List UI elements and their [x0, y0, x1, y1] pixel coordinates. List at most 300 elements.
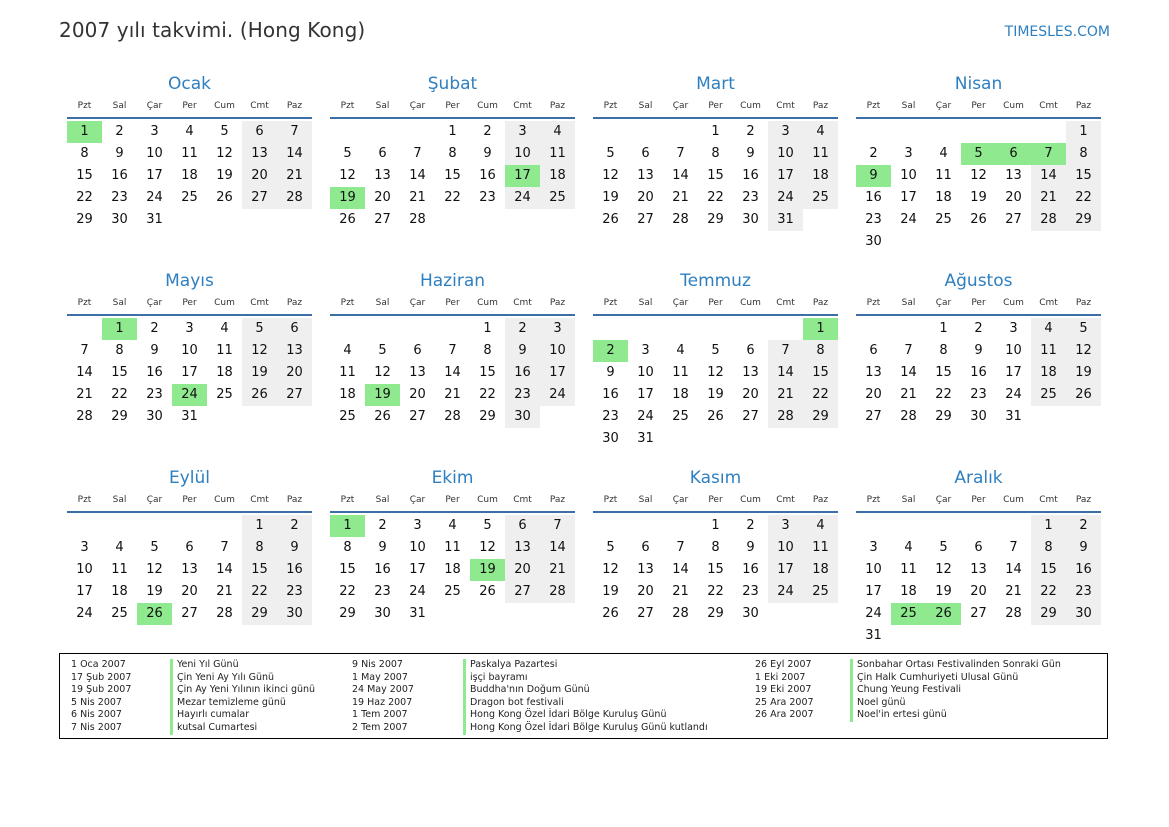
day-cell[interactable]: 8: [803, 340, 838, 362]
day-cell[interactable]: 12: [242, 340, 277, 362]
day-cell[interactable]: 27: [181, 606, 198, 621]
day-cell[interactable]: 18: [900, 584, 917, 599]
day-cell[interactable]: 27: [277, 384, 312, 406]
day-cell[interactable]: 13: [637, 562, 654, 577]
day-cell[interactable]: 27: [742, 409, 759, 424]
day-cell[interactable]: 23: [505, 384, 540, 406]
day-cell[interactable]: 11: [444, 540, 461, 555]
day-cell[interactable]: 20: [742, 387, 759, 402]
day-cell[interactable]: 19: [602, 190, 619, 205]
day-cell[interactable]: 8: [1066, 143, 1101, 165]
holiday-day-cell[interactable]: 17: [505, 165, 540, 187]
day-cell[interactable]: 20: [637, 584, 654, 599]
day-cell[interactable]: 12: [602, 562, 619, 577]
day-cell[interactable]: 15: [707, 168, 724, 183]
day-cell[interactable]: 21: [277, 165, 312, 187]
day-cell[interactable]: 14: [444, 365, 461, 380]
day-cell[interactable]: 18: [935, 190, 952, 205]
day-cell[interactable]: 11: [935, 168, 952, 183]
day-cell[interactable]: 12: [479, 540, 496, 555]
day-cell[interactable]: 14: [1005, 562, 1022, 577]
day-cell[interactable]: 3: [768, 121, 803, 143]
day-cell[interactable]: 8: [242, 537, 277, 559]
day-cell[interactable]: 10: [76, 562, 93, 577]
day-cell[interactable]: 29: [111, 409, 128, 424]
day-cell[interactable]: 2: [746, 518, 755, 533]
day-cell[interactable]: 2: [277, 515, 312, 537]
holiday-day-cell[interactable]: 25: [891, 603, 926, 625]
day-cell[interactable]: 9: [505, 340, 540, 362]
day-cell[interactable]: 13: [242, 143, 277, 165]
day-cell[interactable]: 15: [76, 168, 93, 183]
day-cell[interactable]: 31: [181, 409, 198, 424]
day-cell[interactable]: 1: [939, 321, 948, 336]
day-cell[interactable]: 19: [146, 584, 163, 599]
brand-link[interactable]: TIMESLES.COM: [1004, 24, 1110, 40]
day-cell[interactable]: 21: [76, 387, 93, 402]
day-cell[interactable]: 25: [444, 584, 461, 599]
holiday-day-cell[interactable]: 19: [330, 187, 365, 209]
day-cell[interactable]: 31: [865, 628, 882, 643]
day-cell[interactable]: 28: [216, 606, 233, 621]
day-cell[interactable]: 17: [1005, 365, 1022, 380]
day-cell[interactable]: 19: [602, 584, 619, 599]
day-cell[interactable]: 7: [80, 343, 89, 358]
day-cell[interactable]: 25: [216, 387, 233, 402]
day-cell[interactable]: 25: [111, 606, 128, 621]
day-cell[interactable]: 9: [974, 343, 983, 358]
day-cell[interactable]: 29: [1031, 603, 1066, 625]
day-cell[interactable]: 27: [637, 606, 654, 621]
day-cell[interactable]: 16: [374, 562, 391, 577]
day-cell[interactable]: 21: [672, 190, 689, 205]
day-cell[interactable]: 8: [1031, 537, 1066, 559]
day-cell[interactable]: 24: [637, 409, 654, 424]
holiday-day-cell[interactable]: 7: [1031, 143, 1066, 165]
day-cell[interactable]: 12: [970, 168, 987, 183]
day-cell[interactable]: 3: [869, 540, 878, 555]
day-cell[interactable]: 8: [483, 343, 492, 358]
day-cell[interactable]: 9: [483, 146, 492, 161]
day-cell[interactable]: 11: [540, 143, 575, 165]
day-cell[interactable]: 14: [277, 143, 312, 165]
day-cell[interactable]: 17: [865, 584, 882, 599]
day-cell[interactable]: 1: [448, 124, 457, 139]
day-cell[interactable]: 5: [150, 540, 159, 555]
day-cell[interactable]: 9: [746, 146, 755, 161]
day-cell[interactable]: 17: [146, 168, 163, 183]
day-cell[interactable]: 29: [479, 409, 496, 424]
day-cell[interactable]: 28: [76, 409, 93, 424]
day-cell[interactable]: 11: [803, 537, 838, 559]
day-cell[interactable]: 26: [479, 584, 496, 599]
day-cell[interactable]: 15: [444, 168, 461, 183]
day-cell[interactable]: 14: [768, 362, 803, 384]
day-cell[interactable]: 9: [1066, 537, 1101, 559]
day-cell[interactable]: 12: [707, 365, 724, 380]
day-cell[interactable]: 8: [343, 540, 352, 555]
day-cell[interactable]: 10: [768, 143, 803, 165]
day-cell[interactable]: 4: [676, 343, 685, 358]
day-cell[interactable]: 10: [181, 343, 198, 358]
day-cell[interactable]: 1: [1066, 121, 1101, 143]
day-cell[interactable]: 23: [374, 584, 391, 599]
day-cell[interactable]: 11: [1031, 340, 1066, 362]
day-cell[interactable]: 24: [540, 384, 575, 406]
day-cell[interactable]: 10: [146, 146, 163, 161]
day-cell[interactable]: 1: [711, 518, 720, 533]
day-cell[interactable]: 20: [409, 387, 426, 402]
day-cell[interactable]: 16: [146, 365, 163, 380]
day-cell[interactable]: 10: [409, 540, 426, 555]
day-cell[interactable]: 14: [216, 562, 233, 577]
day-cell[interactable]: 2: [378, 518, 387, 533]
day-cell[interactable]: 25: [935, 212, 952, 227]
day-cell[interactable]: 1: [242, 515, 277, 537]
day-cell[interactable]: 20: [181, 584, 198, 599]
day-cell[interactable]: 14: [672, 168, 689, 183]
day-cell[interactable]: 8: [448, 146, 457, 161]
day-cell[interactable]: 8: [80, 146, 89, 161]
day-cell[interactable]: 1: [1031, 515, 1066, 537]
day-cell[interactable]: 8: [711, 146, 720, 161]
day-cell[interactable]: 25: [672, 409, 689, 424]
day-cell[interactable]: 16: [505, 362, 540, 384]
day-cell[interactable]: 28: [540, 581, 575, 603]
day-cell[interactable]: 9: [277, 537, 312, 559]
day-cell[interactable]: 18: [339, 387, 356, 402]
day-cell[interactable]: 6: [641, 146, 650, 161]
day-cell[interactable]: 11: [672, 365, 689, 380]
day-cell[interactable]: 7: [220, 540, 229, 555]
day-cell[interactable]: 11: [216, 343, 233, 358]
day-cell[interactable]: 14: [76, 365, 93, 380]
day-cell[interactable]: 24: [409, 584, 426, 599]
day-cell[interactable]: 3: [413, 518, 422, 533]
day-cell[interactable]: 31: [146, 212, 163, 227]
day-cell[interactable]: 7: [448, 343, 457, 358]
day-cell[interactable]: 29: [707, 212, 724, 227]
day-cell[interactable]: 12: [216, 146, 233, 161]
day-cell[interactable]: 5: [606, 540, 615, 555]
holiday-day-cell[interactable]: 1: [803, 318, 838, 340]
day-cell[interactable]: 23: [1066, 581, 1101, 603]
day-cell[interactable]: 25: [540, 187, 575, 209]
day-cell[interactable]: 6: [869, 343, 878, 358]
day-cell[interactable]: 2: [1066, 515, 1101, 537]
day-cell[interactable]: 2: [505, 318, 540, 340]
day-cell[interactable]: 12: [1066, 340, 1101, 362]
day-cell[interactable]: 2: [115, 124, 124, 139]
day-cell[interactable]: 9: [378, 540, 387, 555]
day-cell[interactable]: 4: [904, 540, 913, 555]
day-cell[interactable]: 15: [242, 559, 277, 581]
day-cell[interactable]: 24: [768, 581, 803, 603]
day-cell[interactable]: 21: [672, 584, 689, 599]
day-cell[interactable]: 13: [970, 562, 987, 577]
day-cell[interactable]: 18: [111, 584, 128, 599]
day-cell[interactable]: 22: [1066, 187, 1101, 209]
day-cell[interactable]: 28: [409, 212, 426, 227]
day-cell[interactable]: 22: [707, 584, 724, 599]
day-cell[interactable]: 8: [939, 343, 948, 358]
day-cell[interactable]: 22: [803, 384, 838, 406]
day-cell[interactable]: 22: [111, 387, 128, 402]
day-cell[interactable]: 13: [505, 537, 540, 559]
day-cell[interactable]: 4: [115, 540, 124, 555]
day-cell[interactable]: 28: [444, 409, 461, 424]
holiday-day-cell[interactable]: 19: [365, 384, 400, 406]
day-cell[interactable]: 10: [1005, 343, 1022, 358]
day-cell[interactable]: 21: [444, 387, 461, 402]
day-cell[interactable]: 30: [277, 603, 312, 625]
day-cell[interactable]: 31: [637, 431, 654, 446]
holiday-day-cell[interactable]: 26: [137, 603, 172, 625]
day-cell[interactable]: 19: [216, 168, 233, 183]
day-cell[interactable]: 10: [637, 365, 654, 380]
holiday-day-cell[interactable]: 24: [172, 384, 207, 406]
day-cell[interactable]: 18: [1031, 362, 1066, 384]
day-cell[interactable]: 28: [672, 606, 689, 621]
day-cell[interactable]: 26: [602, 606, 619, 621]
day-cell[interactable]: 30: [742, 212, 759, 227]
day-cell[interactable]: 9: [150, 343, 159, 358]
day-cell[interactable]: 22: [339, 584, 356, 599]
holiday-day-cell[interactable]: 1: [102, 318, 137, 340]
day-cell[interactable]: 16: [970, 365, 987, 380]
day-cell[interactable]: 17: [409, 562, 426, 577]
day-cell[interactable]: 9: [115, 146, 124, 161]
day-cell[interactable]: 4: [803, 515, 838, 537]
day-cell[interactable]: 31: [768, 209, 803, 231]
day-cell[interactable]: 13: [409, 365, 426, 380]
day-cell[interactable]: 6: [746, 343, 755, 358]
day-cell[interactable]: 29: [1066, 209, 1101, 231]
day-cell[interactable]: 10: [865, 562, 882, 577]
day-cell[interactable]: 24: [76, 606, 93, 621]
day-cell[interactable]: 7: [768, 340, 803, 362]
day-cell[interactable]: 23: [970, 387, 987, 402]
day-cell[interactable]: 6: [378, 146, 387, 161]
day-cell[interactable]: 3: [641, 343, 650, 358]
day-cell[interactable]: 26: [216, 190, 233, 205]
day-cell[interactable]: 27: [637, 212, 654, 227]
day-cell[interactable]: 12: [602, 168, 619, 183]
day-cell[interactable]: 20: [865, 387, 882, 402]
day-cell[interactable]: 7: [904, 343, 913, 358]
day-cell[interactable]: 3: [768, 515, 803, 537]
day-cell[interactable]: 22: [479, 387, 496, 402]
day-cell[interactable]: 16: [742, 168, 759, 183]
day-cell[interactable]: 26: [602, 212, 619, 227]
day-cell[interactable]: 29: [339, 606, 356, 621]
day-cell[interactable]: 12: [374, 365, 391, 380]
day-cell[interactable]: 3: [150, 124, 159, 139]
day-cell[interactable]: 14: [672, 562, 689, 577]
day-cell[interactable]: 17: [637, 387, 654, 402]
holiday-day-cell[interactable]: 19: [470, 559, 505, 581]
day-cell[interactable]: 5: [343, 146, 352, 161]
day-cell[interactable]: 22: [444, 190, 461, 205]
day-cell[interactable]: 18: [444, 562, 461, 577]
day-cell[interactable]: 25: [181, 190, 198, 205]
day-cell[interactable]: 20: [637, 190, 654, 205]
holiday-day-cell[interactable]: 2: [593, 340, 628, 362]
day-cell[interactable]: 15: [1031, 559, 1066, 581]
day-cell[interactable]: 10: [900, 168, 917, 183]
day-cell[interactable]: 16: [111, 168, 128, 183]
day-cell[interactable]: 9: [746, 540, 755, 555]
day-cell[interactable]: 15: [339, 562, 356, 577]
day-cell[interactable]: 30: [742, 606, 759, 621]
day-cell[interactable]: 24: [505, 187, 540, 209]
day-cell[interactable]: 29: [803, 406, 838, 428]
day-cell[interactable]: 24: [1005, 387, 1022, 402]
day-cell[interactable]: 2: [869, 146, 878, 161]
day-cell[interactable]: 2: [483, 124, 492, 139]
day-cell[interactable]: 5: [242, 318, 277, 340]
day-cell[interactable]: 6: [277, 318, 312, 340]
day-cell[interactable]: 26: [707, 409, 724, 424]
day-cell[interactable]: 24: [900, 212, 917, 227]
day-cell[interactable]: 3: [185, 321, 194, 336]
day-cell[interactable]: 28: [768, 406, 803, 428]
day-cell[interactable]: 7: [676, 146, 685, 161]
day-cell[interactable]: 3: [904, 146, 913, 161]
day-cell[interactable]: 30: [865, 234, 882, 249]
day-cell[interactable]: 11: [803, 143, 838, 165]
day-cell[interactable]: 25: [803, 187, 838, 209]
day-cell[interactable]: 15: [479, 365, 496, 380]
day-cell[interactable]: 15: [935, 365, 952, 380]
day-cell[interactable]: 12: [146, 562, 163, 577]
holiday-day-cell[interactable]: 26: [926, 603, 961, 625]
day-cell[interactable]: 21: [216, 584, 233, 599]
day-cell[interactable]: 14: [409, 168, 426, 183]
day-cell[interactable]: 26: [374, 409, 391, 424]
day-cell[interactable]: 19: [1066, 362, 1101, 384]
day-cell[interactable]: 6: [413, 343, 422, 358]
day-cell[interactable]: 5: [939, 540, 948, 555]
day-cell[interactable]: 16: [742, 562, 759, 577]
day-cell[interactable]: 18: [672, 387, 689, 402]
day-cell[interactable]: 14: [1031, 165, 1066, 187]
holiday-day-cell[interactable]: 6: [996, 143, 1031, 165]
day-cell[interactable]: 4: [185, 124, 194, 139]
holiday-day-cell[interactable]: 1: [67, 121, 102, 143]
day-cell[interactable]: 23: [602, 409, 619, 424]
day-cell[interactable]: 3: [80, 540, 89, 555]
day-cell[interactable]: 17: [900, 190, 917, 205]
day-cell[interactable]: 4: [803, 121, 838, 143]
day-cell[interactable]: 22: [1031, 581, 1066, 603]
day-cell[interactable]: 27: [970, 606, 987, 621]
day-cell[interactable]: 4: [939, 146, 948, 161]
day-cell[interactable]: 25: [803, 581, 838, 603]
day-cell[interactable]: 6: [185, 540, 194, 555]
day-cell[interactable]: 22: [242, 581, 277, 603]
day-cell[interactable]: 14: [900, 365, 917, 380]
day-cell[interactable]: 27: [1005, 212, 1022, 227]
day-cell[interactable]: 30: [505, 406, 540, 428]
day-cell[interactable]: 1: [711, 124, 720, 139]
day-cell[interactable]: 24: [768, 187, 803, 209]
day-cell[interactable]: 27: [242, 187, 277, 209]
day-cell[interactable]: 10: [768, 537, 803, 559]
day-cell[interactable]: 19: [707, 387, 724, 402]
day-cell[interactable]: 22: [707, 190, 724, 205]
day-cell[interactable]: 28: [900, 409, 917, 424]
day-cell[interactable]: 16: [479, 168, 496, 183]
day-cell[interactable]: 29: [242, 603, 277, 625]
day-cell[interactable]: 3: [505, 121, 540, 143]
day-cell[interactable]: 26: [970, 212, 987, 227]
day-cell[interactable]: 21: [1005, 584, 1022, 599]
day-cell[interactable]: 12: [935, 562, 952, 577]
day-cell[interactable]: 1: [483, 321, 492, 336]
day-cell[interactable]: 23: [146, 387, 163, 402]
day-cell[interactable]: 15: [803, 362, 838, 384]
day-cell[interactable]: 28: [277, 187, 312, 209]
day-cell[interactable]: 27: [505, 581, 540, 603]
day-cell[interactable]: 7: [540, 515, 575, 537]
day-cell[interactable]: 17: [540, 362, 575, 384]
day-cell[interactable]: 21: [768, 384, 803, 406]
day-cell[interactable]: 21: [900, 387, 917, 402]
day-cell[interactable]: 10: [540, 340, 575, 362]
day-cell[interactable]: 18: [216, 365, 233, 380]
day-cell[interactable]: 2: [746, 124, 755, 139]
day-cell[interactable]: 23: [277, 581, 312, 603]
day-cell[interactable]: 18: [803, 165, 838, 187]
day-cell[interactable]: 13: [1005, 168, 1022, 183]
day-cell[interactable]: 8: [115, 343, 124, 358]
day-cell[interactable]: 20: [970, 584, 987, 599]
day-cell[interactable]: 23: [111, 190, 128, 205]
day-cell[interactable]: 15: [707, 562, 724, 577]
day-cell[interactable]: 6: [974, 540, 983, 555]
day-cell[interactable]: 13: [277, 340, 312, 362]
day-cell[interactable]: 28: [1031, 209, 1066, 231]
day-cell[interactable]: 5: [1066, 318, 1101, 340]
day-cell[interactable]: 27: [374, 212, 391, 227]
day-cell[interactable]: 9: [606, 365, 615, 380]
day-cell[interactable]: 19: [242, 362, 277, 384]
day-cell[interactable]: 7: [277, 121, 312, 143]
day-cell[interactable]: 29: [707, 606, 724, 621]
day-cell[interactable]: 13: [742, 365, 759, 380]
day-cell[interactable]: 30: [374, 606, 391, 621]
day-cell[interactable]: 4: [540, 121, 575, 143]
day-cell[interactable]: 13: [374, 168, 391, 183]
day-cell[interactable]: 23: [742, 190, 759, 205]
day-cell[interactable]: 18: [803, 559, 838, 581]
day-cell[interactable]: 19: [970, 190, 987, 205]
day-cell[interactable]: 23: [479, 190, 496, 205]
day-cell[interactable]: 23: [865, 212, 882, 227]
day-cell[interactable]: 24: [865, 606, 882, 621]
day-cell[interactable]: 20: [1005, 190, 1022, 205]
day-cell[interactable]: 20: [374, 190, 391, 205]
day-cell[interactable]: 15: [111, 365, 128, 380]
holiday-day-cell[interactable]: 9: [856, 165, 891, 187]
day-cell[interactable]: 14: [540, 537, 575, 559]
day-cell[interactable]: 7: [676, 540, 685, 555]
day-cell[interactable]: 24: [146, 190, 163, 205]
day-cell[interactable]: 27: [865, 409, 882, 424]
day-cell[interactable]: 25: [339, 409, 356, 424]
day-cell[interactable]: 11: [339, 365, 356, 380]
